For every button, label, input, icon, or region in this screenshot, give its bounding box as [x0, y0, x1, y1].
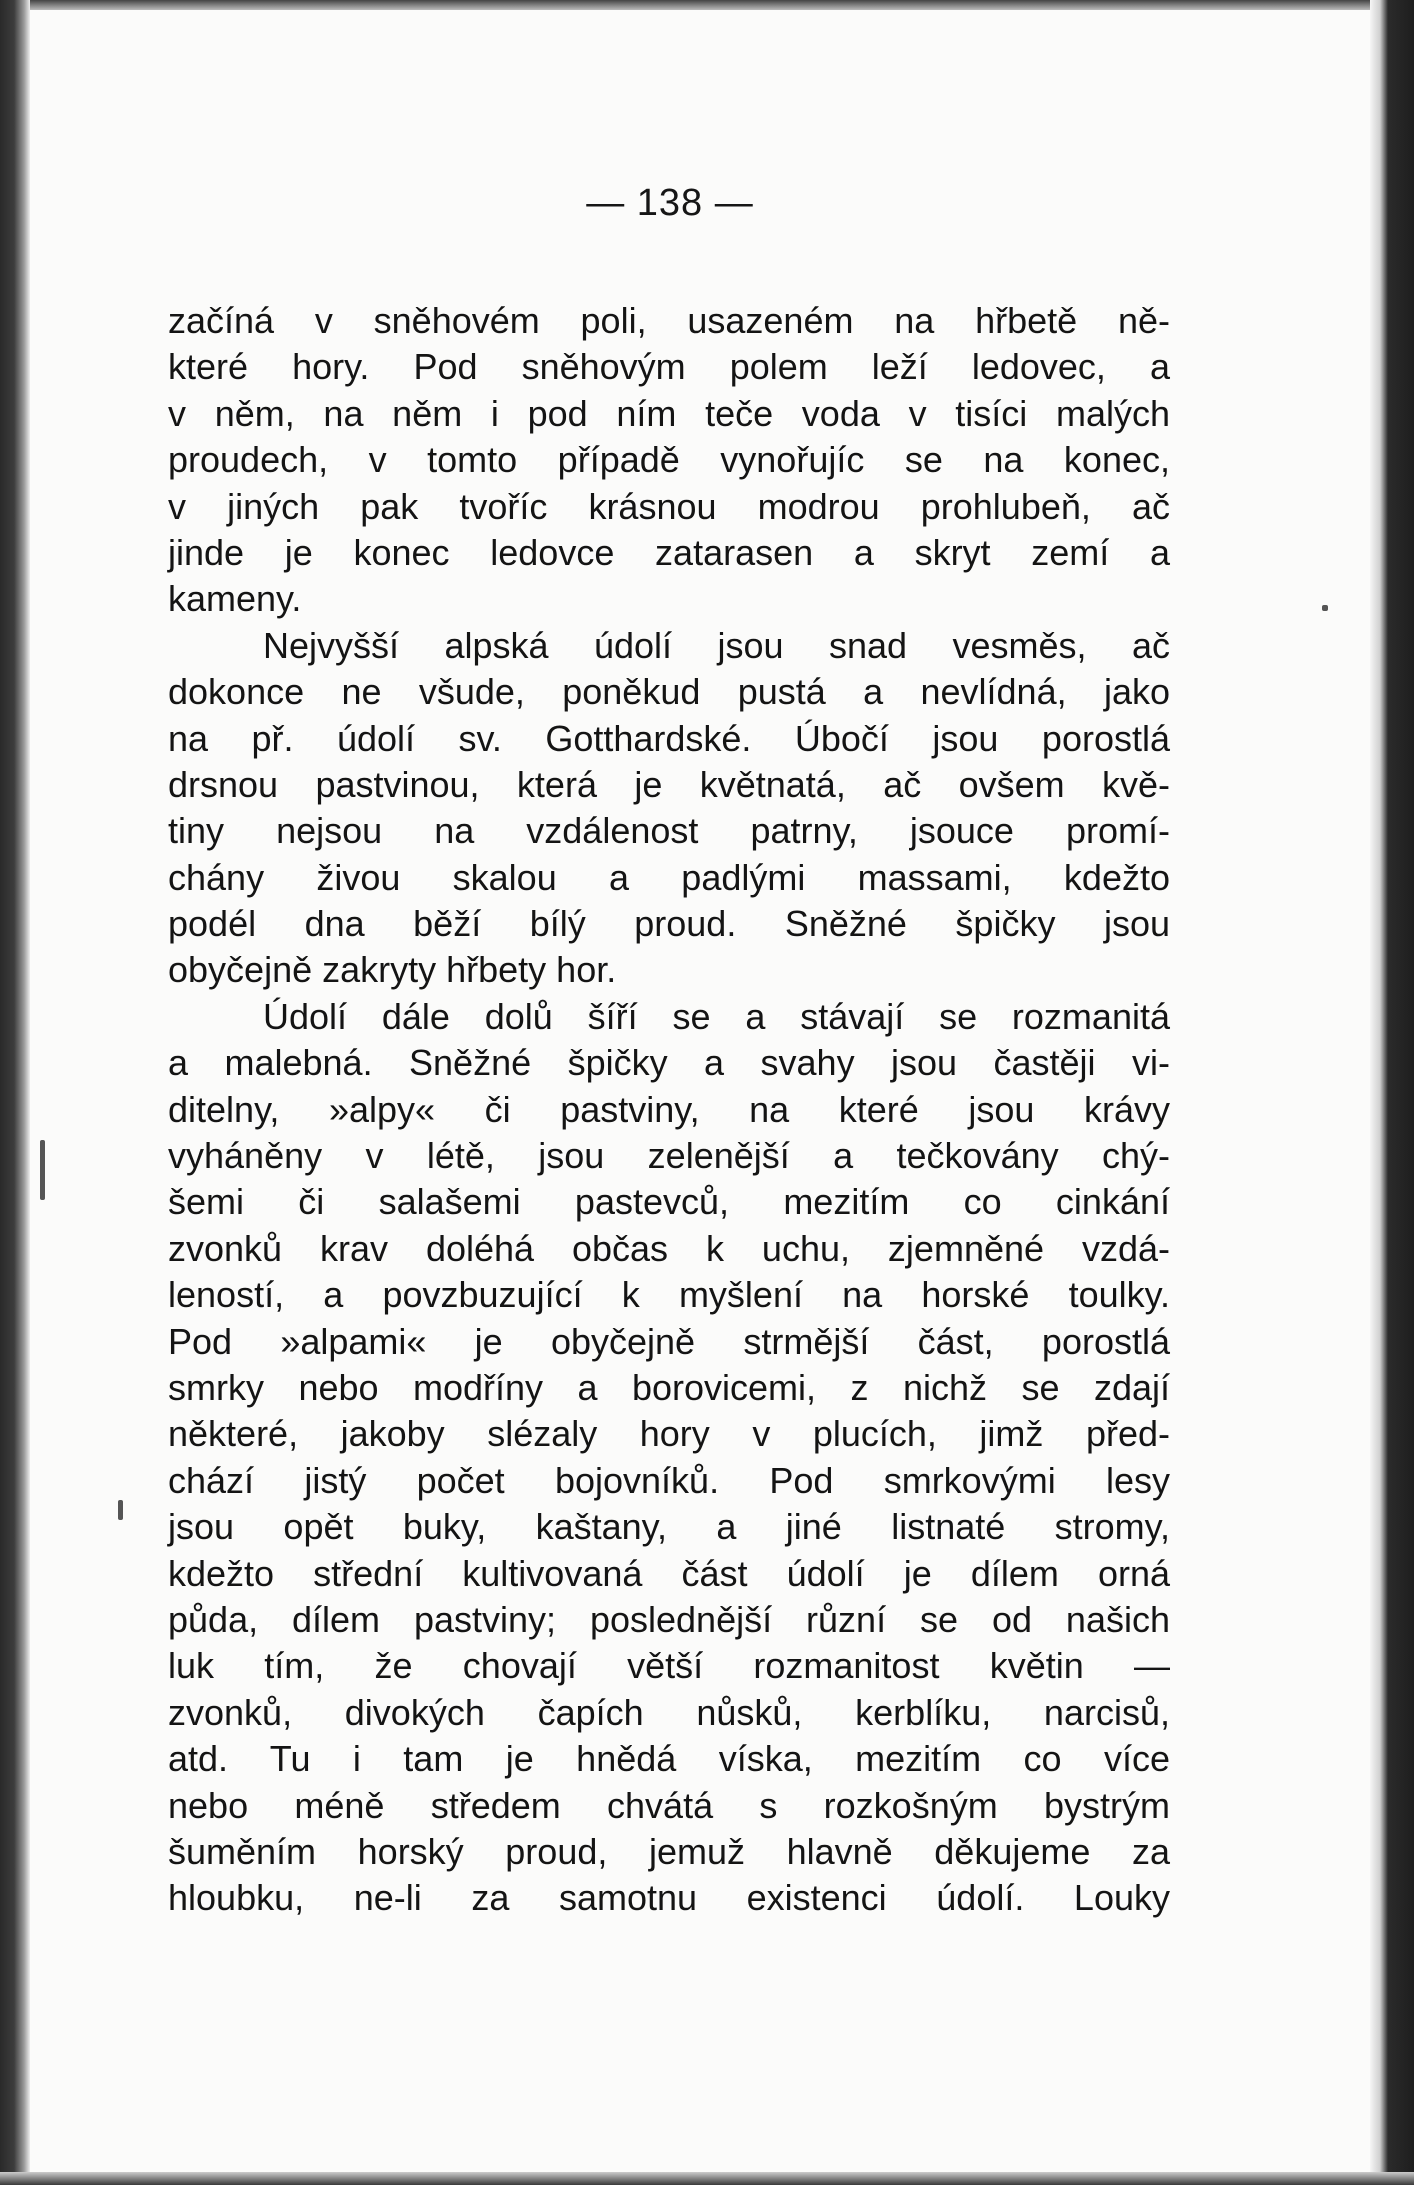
text-line: na př. údolí sv. Gotthardské. Úbočí jsou porostlá [168, 717, 1170, 759]
text-line: tiny nejsou na vzdálenost patrny, jsouce promí- [168, 810, 1170, 852]
text-line: zvonků krav doléhá občas k uchu, zjemněné vzdá- [168, 1227, 1170, 1269]
text-line: jsou opět buky, kaštany, a jiné listnaté stromy, [168, 1506, 1170, 1548]
text-line: jinde je konec ledovce zatarasen a skryt zemí a [168, 531, 1170, 573]
text-line: Údolí dále dolů šíří se a stávají se rozmanitá [263, 995, 1170, 1037]
text-line: dokonce ne všude, poněkud pustá a nevlídná, jako [168, 671, 1170, 713]
text-line: podél dna běží bílý proud. Sněžné špičky jsou [168, 903, 1170, 945]
scan-edge-right [1370, 0, 1414, 2185]
text-line: hloubku, ne-li za samotnu existenci údolí. Louky [168, 1877, 1170, 1919]
text-line: ditelny, »alpy« či pastviny, na které jsou krávy [168, 1088, 1170, 1130]
text-line: kdežto střední kultivovaná část údolí je dílem orná [168, 1552, 1170, 1594]
text-line: zvonků, divokých čapích nůsků, kerblíku, narcisů, [168, 1691, 1170, 1733]
text-line: šuměním horský proud, jemuž hlavně děkujeme za [168, 1830, 1170, 1872]
text-line: v jiných pak tvoříc krásnou modrou prohlubeň, ač [168, 485, 1170, 527]
text-line: které hory. Pod sněhovým polem leží ledovec, a [168, 346, 1170, 388]
scan-edge-left [0, 0, 30, 2185]
scan-edge-top [0, 0, 1414, 10]
text-line: luk tím, že chovají větší rozmanitost květin — [168, 1645, 1170, 1687]
text-line: půda, dílem pastviny; poslednější různí se od našich [168, 1598, 1170, 1640]
text-line: některé, jakoby slézaly hory v plucích, jimž před- [168, 1413, 1170, 1455]
text-line: smrky nebo modříny a borovicemi, z nichž se zdají [168, 1366, 1170, 1408]
margin-mark [1322, 605, 1328, 611]
text-line: a malebná. Sněžné špičky a svahy jsou častěji vi- [168, 1042, 1170, 1084]
text-line: šemi či salašemi pastevců, mezitím co cinkání [168, 1181, 1170, 1223]
text-line: leností, a povzbuzující k myšlení na horské toulky. [168, 1274, 1170, 1316]
body-text [168, 298, 1170, 1922]
margin-mark [40, 1140, 45, 1200]
text-line: nebo méně středem chvátá s rozkošným bystrým [168, 1784, 1170, 1826]
text-line: začíná v sněhovém poli, usazeném na hřbetě ně- [168, 300, 1170, 341]
text-line: v něm, na něm i pod ním teče voda v tisíci malých [168, 392, 1170, 434]
text-line: Pod »alpami« je obyčejně strmější část, porostlá [168, 1320, 1170, 1362]
text-line: chány živou skalou a padlými massami, kdežto [168, 856, 1170, 898]
text-line: proudech, v tomto případě vynořujíc se na konec, [168, 439, 1170, 481]
text-line: atd. Tu i tam je hnědá víska, mezitím co více [168, 1738, 1170, 1780]
text-line: obyčejně zakryty hřbety hor. [168, 949, 617, 991]
text-line: kameny. [168, 578, 302, 620]
text-line: vyháněny v létě, jsou zelenější a tečkovány chý- [168, 1135, 1170, 1177]
text-line: chází jistý počet bojovníků. Pod smrkovými lesy [168, 1459, 1170, 1501]
text-line: Nejvyšší alpská údolí jsou snad vesměs, ač [263, 624, 1170, 666]
margin-mark [118, 1500, 123, 1520]
scan-edge-bottom [0, 2172, 1414, 2185]
page-number: — 138 — [586, 182, 754, 224]
text-line: drsnou pastvinou, která je květnatá, ač ovšem kvě- [168, 763, 1170, 805]
